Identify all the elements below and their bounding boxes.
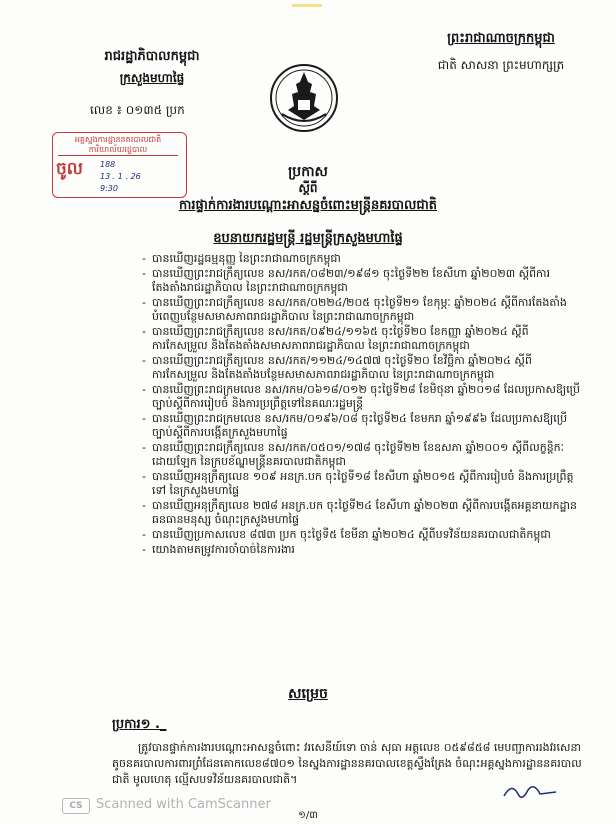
list-item: - បានឃើញព្រះរាជក្រមលេខ នស/រកម/០៦១៨/០១២ ចុះថ្ងៃទី២៨ ខែមិថុនា ឆ្នាំ២០១៨ ដែលប្រកាសឱ្យប្រើច្បាប់ស្តីពីការរៀបចំ និងការប្រព្រឹត្តទៅនៃគណៈរដ្ឋមន្ត្រី — [142, 383, 582, 411]
stamp-number: 188 — [100, 160, 116, 169]
page-number: ១/៣ — [298, 810, 318, 821]
decision-heading: សម្រេច — [288, 686, 328, 702]
document-number: លេខ ៖ ០១៣៥ ប្រក — [90, 103, 185, 117]
national-motto: ជាតិ សាសនា ព្រះមហាក្សត្រ — [437, 58, 565, 72]
camscanner-logo-icon: CS — [62, 798, 90, 814]
list-item: - យោងតាមតម្រូវការចាំបាច់នៃការងារ — [142, 543, 582, 557]
royal-emblem-icon — [268, 62, 340, 134]
stamp-header: អគ្គស្នងការដ្ឋាននគរបាលជាតិ ការិយាល័យរដ្ឋបាល — [58, 135, 178, 156]
ministry-name: ក្រសួងមហាផ្ទៃ — [119, 71, 185, 85]
list-item: - បានឃើញព្រះរាជក្រឹត្យលេខ នស/រកត/០២២៤/២០៥ ចុះថ្ងៃទី២១ ខែកុម្ភៈ ឆ្នាំ២០២៤ ស្តីពីការតែងតាំងបំពេញបន្ថែមសមាសភាពរាជរដ្ឋាភិបាល នៃព្រះរាជាណាចក្រកម្ពុជា — [142, 296, 582, 324]
list-item: - បានឃើញអនុក្រឹត្យលេខ ១០៩ អនក្រ.បក ចុះថ្ងៃទី១៨ ខែសីហា ឆ្នាំ២០១៥ ស្តីពីការរៀបចំ និងការប្រព្រឹត្តទៅ នៃក្រសួងមហាផ្ទៃ — [142, 470, 582, 498]
list-item: - បានឃើញព្រះរាជក្រឹត្យលេខ នស/រកត/០៥០១/១៧៨ ចុះថ្ងៃទី២២ ខែឧសភា ឆ្នាំ២០០១ ស្តីពីលក្ខន្តិកៈដោយឡែក នៃក្របខ័ណ្ឌមន្ត្រីនគរបាលជាតិកម្ពុជា — [142, 441, 582, 469]
ministry-heading — [62, 48, 242, 120]
article-label: ប្រការ១ ._ — [112, 717, 167, 732]
stamp-time: 9:30 — [100, 184, 118, 193]
list-item: - បានឃើញប្រកាសលេខ ៨៧៣ ប្រក ចុះថ្ងៃទី៥ ខែមីនា ឆ្នាំ២០២៤ ស្តីពីបទវិន័យនគរបាលជាតិកម្ពុជា — [142, 528, 582, 542]
list-item: - បានឃើញព្រះរាជក្រឹត្យលេខ នស/រកត/១១២៤/១៤៧៧ ចុះថ្ងៃទី២០ ខែវិច្ឆិកា ឆ្នាំ២០២៤ ស្តីពីការកែសម្រួល និងតែងតាំងបន្ថែមសមាសភាពរាជរដ្ឋាភិបាល នៃព្រះរាជាណាចក្រកម្ពុជា — [142, 354, 582, 382]
document-about: ស្តីពី — [298, 181, 318, 195]
list-item: - បានឃើញព្រះរាជក្រមលេខ នស/រកម/០១៩៦/០៨ ចុះថ្ងៃទី២៤ ខែមករា ឆ្នាំ១៩៩៦ ដែលប្រកាសឱ្យប្រើច្បាប់ស្តីពីការបង្កើតក្រសួងមហាផ្ទៃ — [142, 412, 582, 440]
kingdom-heading — [426, 30, 576, 75]
document-subject: ការផ្ទាក់ការងារបណ្តោះអាសន្នចំពោះមន្ត្រីនគរបាលជាតិ — [178, 198, 438, 213]
list-item: - បានឃើញរដ្ឋធម្មនុញ្ញ នៃព្រះរាជាណាចក្រកម្ពុជា — [142, 252, 582, 266]
stamp-mark: ចូល — [56, 159, 83, 179]
issuing-authority: ឧបនាយករដ្ឋមន្ត្រី រដ្ឋមន្ត្រីក្រសួងមហាផ្ទៃ — [213, 231, 403, 246]
initials-signature-icon — [500, 780, 560, 804]
document-type: ប្រកាស — [288, 164, 328, 180]
article-text: ត្រូវបានផ្ទាក់ការងារបណ្តោះអាសន្នចំពោះ វរសេនីយ៍ទោ ចាន់ សុធា អត្តលេខ ០៥៩៨៥៨ មេបញ្ជាការរងវរសេនាតូចនគរបាលការពារព្រំដែនគោកលេខ៨៧០១ នៃស្នងការដ្ឋាននគរបាលខេត្តស្ទឹងត្រែង ចំណុះអគ្គស្នងការដ្ឋាននគរបាលជាតិ មូលហេតុ ល្មើសបទវិន័យនគរបាលជាតិ។ — [112, 741, 582, 786]
scanner-watermark: Scanned with CamScanner — [96, 797, 271, 812]
government-name: រាជរដ្ឋាភិបាលកម្ពុជា — [104, 49, 200, 64]
scan-edge-mark — [292, 4, 322, 7]
stamp-date: 13 . 1 . 26 — [100, 172, 141, 181]
legal-references-list — [142, 252, 582, 558]
kingdom-name: ព្រះរាជាណាចក្រកម្ពុជា — [447, 31, 555, 46]
list-item: - បានឃើញព្រះរាជក្រឹត្យលេខ នស/រកត/០៨២៣/១៩៨១ ចុះថ្ងៃទី២២ ខែសីហា ឆ្នាំ២០២៣ ស្តីពីការតែងតាំងរាជរដ្ឋាភិបាល នៃព្រះរាជាណាចក្រកម្ពុជា — [142, 267, 582, 295]
list-item: - បានឃើញអនុក្រឹត្យលេខ ២៧៨ អនក្រ.បក ចុះថ្ងៃទី២៤ ខែសីហា ឆ្នាំ២០២៣ ស្តីពីការបង្កើតអគ្គនាយកដ្ឋានធនធានមនុស្ស ចំណុះក្រសួងមហាផ្ទៃ — [142, 499, 582, 527]
list-item: - បានឃើញព្រះរាជក្រឹត្យលេខ នស/រកត/០៩២៤/១១៦៥ ចុះថ្ងៃទី២០ ខែកញ្ញា ឆ្នាំ២០២៤ ស្តីពីការកែសម្រួល និងតែងតាំងសមាសភាពរាជរដ្ឋាភិបាល នៃព្រះរាជាណាចក្រកម្ពុជា — [142, 325, 582, 353]
